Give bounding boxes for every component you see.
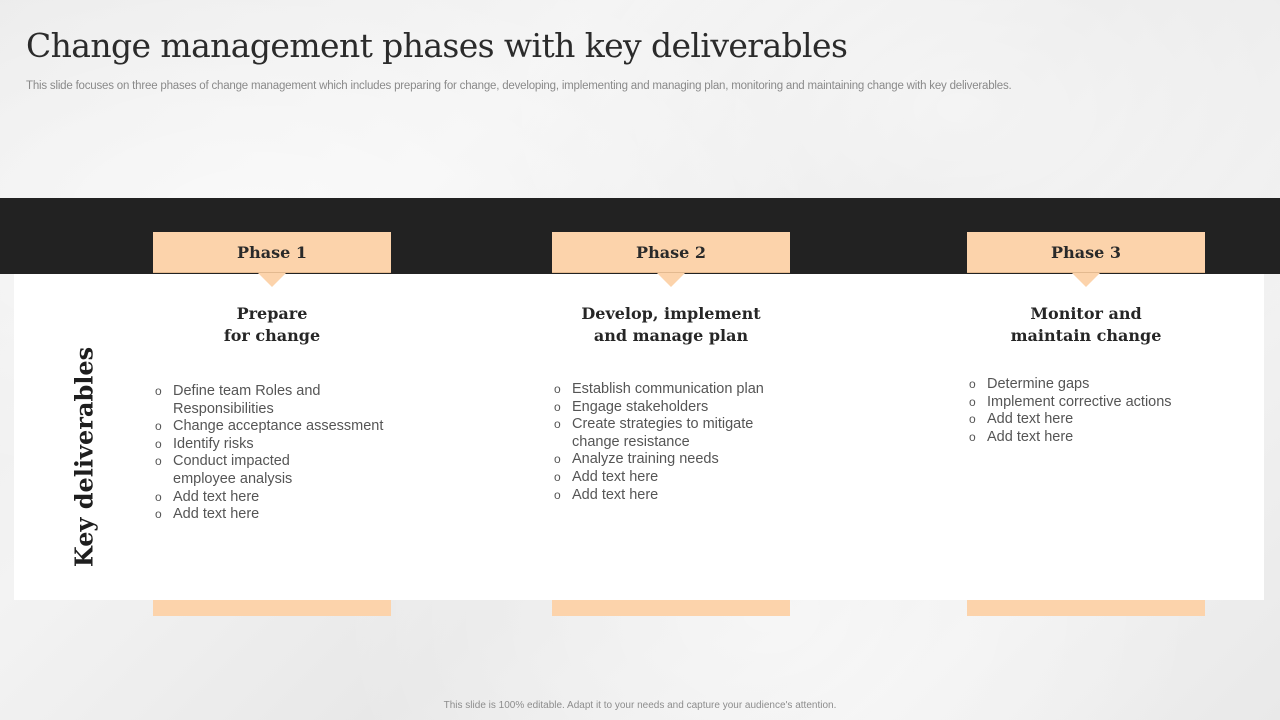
phase-tab-2 <box>552 232 790 273</box>
phase-tab-1 <box>153 232 391 273</box>
phase-heading-line: Develop, implement <box>581 304 761 323</box>
deliverables-list-2 <box>552 381 802 504</box>
list-item: o Add text here <box>153 506 403 524</box>
list-item: o Analyze training needs <box>552 451 802 469</box>
list-item: o Conduct impacted employee analysis <box>153 453 313 488</box>
list-item: o Add text here <box>552 487 802 505</box>
phase-heading-line: for change <box>223 326 321 345</box>
list-item: o Add text here <box>153 489 403 507</box>
phase-heading-line: Monitor and <box>1030 304 1142 323</box>
list-item: o Implement corrective actions <box>967 394 1217 412</box>
phase-heading-line: and manage plan <box>593 326 749 345</box>
list-item: o Create strategies to mitigate change resistance <box>552 416 772 451</box>
phase-heading-2 <box>552 303 790 347</box>
deliverables-list-1 <box>153 383 403 524</box>
phase-tab-3 <box>967 232 1205 273</box>
phase-bottom-strip-2 <box>552 600 790 616</box>
list-item: o Add text here <box>967 429 1217 447</box>
list-item: o Engage stakeholders <box>552 399 802 417</box>
phase-tab-label: Phase 3 <box>1051 242 1121 262</box>
slide-subtitle: This slide focuses on three phases of change management which includes preparing for change, developing, implementing and managing plan, monitoring and maintaining change with key deliverables. <box>26 80 1012 92</box>
deliverables-list-3 <box>967 376 1217 446</box>
list-item: o Add text here <box>552 469 802 487</box>
list-item: o Establish communication plan <box>552 381 802 399</box>
list-item: o Add text here <box>967 411 1217 429</box>
phase-tab-label: Phase 2 <box>636 242 706 262</box>
list-item: o Change acceptance assessment <box>153 418 403 436</box>
phase-tab-label: Phase 1 <box>237 242 307 262</box>
slide-footer: This slide is 100% editable. Adapt it to your needs and capture your audience's attention. <box>443 700 837 711</box>
phase-heading-3 <box>967 303 1205 347</box>
phase-column-2 <box>552 232 790 503</box>
phase-column-3 <box>967 232 1205 445</box>
phase-column-1 <box>153 232 391 523</box>
phase-heading-1 <box>153 303 391 347</box>
phase-heading-line: Prepare <box>236 304 308 323</box>
list-item: o Determine gaps <box>967 376 1217 394</box>
key-deliverables-label: Key deliverables <box>69 346 99 568</box>
phase-bottom-strip-1 <box>153 600 391 616</box>
slide-title: Change management phases with key deliverables <box>26 26 848 65</box>
phase-bottom-strip-3 <box>967 600 1205 616</box>
list-item: o Identify risks <box>153 436 403 454</box>
list-item: o Define team Roles and Responsibilities <box>153 383 333 418</box>
phase-heading-line: maintain change <box>1010 326 1162 345</box>
